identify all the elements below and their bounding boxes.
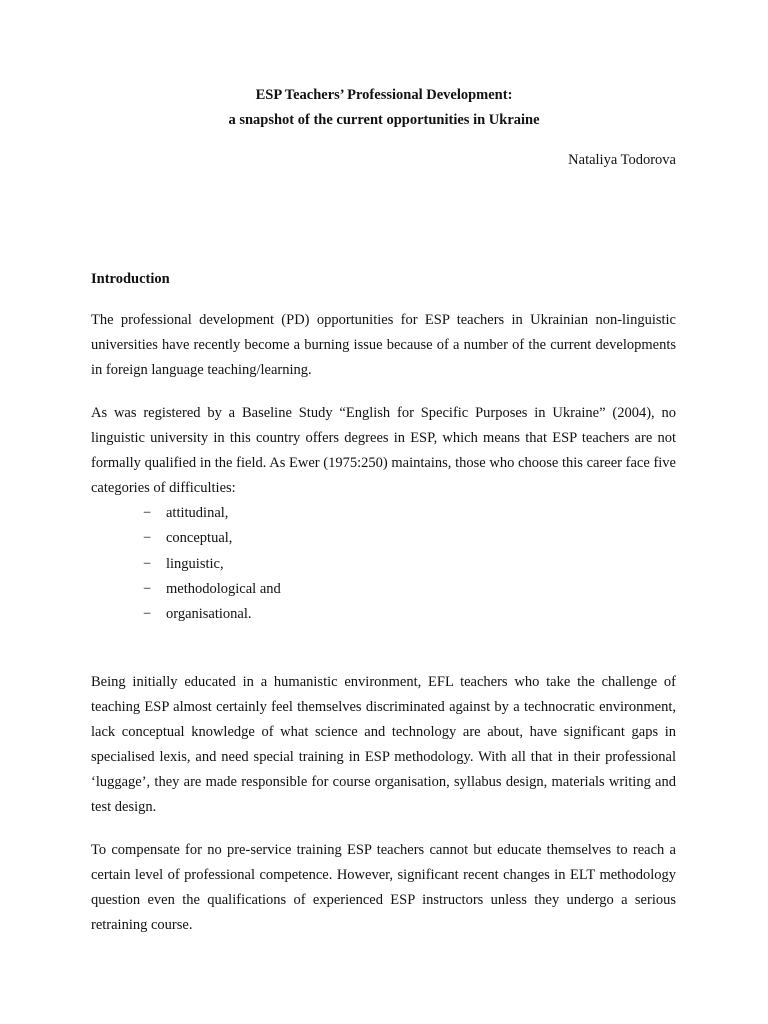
document-title-line1: ESP Teachers’ Professional Development: — [255, 87, 513, 103]
dash-bullet: − — [143, 555, 152, 572]
list-item-text: organisational. — [166, 606, 252, 623]
list-item — [143, 577, 281, 602]
paragraph: The professional development (PD) opportunities for ESP teachers in Ukrainian non-linguistic universities have recently become a burning issue because of a number of the current developments in foreign language teaching/learning. — [91, 312, 676, 378]
paragraph: Being initially educated in a humanistic environment, EFL teachers who take the challenge of teaching ESP almost certainly feel themselves discriminated against by a technocratic environment, lack conceptual knowledge of what science and technology are about, have significant gaps in specialised lexis, and need special training in ESP methodology. With all that in their professional ‘luggage’, they are made responsible for course organisation, syllabus design, materials writing and test design. — [91, 674, 676, 815]
list-item — [143, 501, 281, 526]
paragraph: To compensate for no pre-service training ESP teachers cannot but educate themselves to reach a certain level of professional competence. However, significant recent changes in ELT methodology question even the qualifications of experienced ESP instructors unless they undergo a serious retraining course. — [91, 842, 676, 933]
document-title-line2: a snapshot of the current opportunities in Ukraine — [228, 112, 540, 128]
list-item-text: conceptual, — [166, 530, 233, 547]
dash-bullet: − — [143, 530, 152, 547]
dash-bullet: − — [143, 606, 152, 623]
list-item — [143, 552, 281, 577]
dash-bullet: − — [143, 580, 152, 597]
dash-bullet: − — [143, 505, 152, 521]
list-item-text: methodological and — [166, 580, 281, 597]
list-item-text: attitudinal, — [166, 505, 229, 521]
list-item — [143, 602, 281, 627]
author-name: Nataliya Todorova — [568, 152, 676, 168]
list-item — [143, 526, 281, 551]
difficulties-list — [143, 501, 281, 627]
list-item-text: linguistic, — [166, 555, 224, 572]
paragraph: As was registered by a Baseline Study “English for Specific Purposes in Ukraine” (2004), no linguistic university in this country offers degrees in ESP, which means that ESP teachers are not formally qualified in the field. As Ewer (1975:250) maintains, those who choose this career face five categories of difficulties: — [91, 405, 676, 496]
section-heading: Introduction — [91, 271, 170, 287]
